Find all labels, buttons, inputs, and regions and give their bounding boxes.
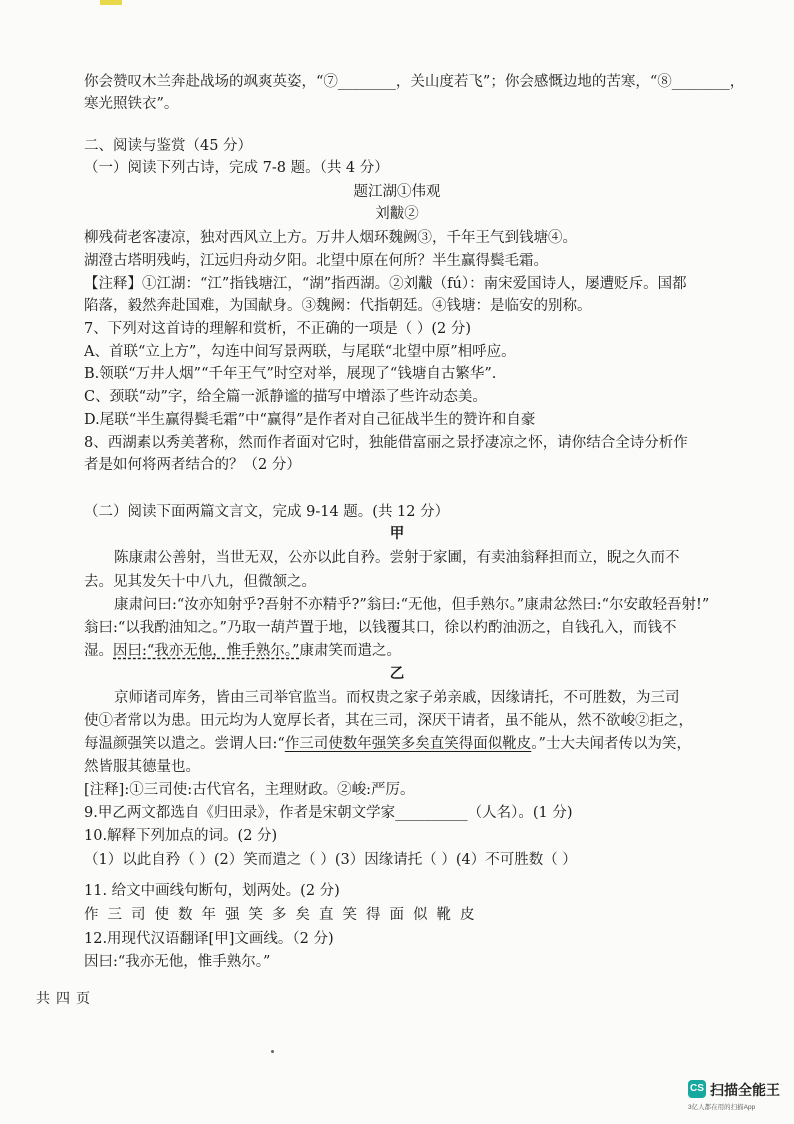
question-10: 10.解释下列加点的词。(2 分) (84, 828, 278, 844)
option-a: A、首联“立上方”，勾连中间写景两联，与尾联“北望中原”相呼应。 (84, 344, 516, 360)
subsection-heading: （一）阅读下列古诗，完成 7-8 题。（共 4 分） (84, 160, 389, 176)
passage-line: 去。见其发矢十中八九，但微颔之。 (84, 574, 316, 590)
underlined-sentence: 作三司使数年强笑多矣直笑得面似靴皮 (284, 736, 532, 752)
underlined-sentence: 因曰:“我亦无他，惟手熟尔。” (113, 643, 300, 659)
camscanner-logo-icon: CS (688, 1080, 706, 1098)
text-line: 你会赞叹木兰奔赴战场的飒爽英姿，“⑦________，关山度若飞”；你会感慨边地的苦寒，“⑧________， (84, 74, 745, 90)
passage-line: 京师诸司库务，皆由三司举官监当。而权贵之家子弟亲戚，因缘请托，不可胜数，为三司 (114, 690, 680, 706)
option-b: B.领联“万井人烟”“千年王气”时空对举，展现了“钱塘自古繁华”. (84, 366, 497, 382)
passage-line: 康肃问曰:“汝亦知射乎?吾射不亦精乎?”翁曰:“无他，但手熟尔。”康肃忿然曰:“尔安敢轻吾射!” (114, 597, 710, 613)
question-8-cont: 者是如何将两者结合的？（2 分） (84, 457, 301, 473)
question-8: 8、西湖素以秀美著称，然而作者面对它时，独能借富丽之景抒凄凉之怀，请你结合全诗分析作 (84, 435, 688, 451)
question-11: 11. 给文中画线句断句，划两处。(2 分) (84, 883, 340, 899)
question-11-text: 作三司使数年强笑多矣直笑得面似靴皮 (84, 907, 484, 923)
watermark-name: 扫描全能王 (710, 1082, 780, 1098)
question-12-text: 因曰:“我亦无他，惟手熟尔。” (84, 954, 271, 970)
poem-line: 湖澄古塔明残屿，江远归舟动夕阳。北望中原在何所？半生赢得鬓毛霜。 (84, 253, 548, 269)
passage-line: 陈康肃公善射，当世无双，公亦以此自矜。尝射于家圃，有卖油翁释担而立，睨之久而不 (114, 550, 680, 566)
annotation-line: 陷落，毅然奔赴国难，为国献身。③魏阙：代指朝廷。④钱塘：是临安的别称。 (84, 298, 592, 314)
passage-line: 使①者常以为患。田元均为人宽厚长者，其在三司，深厌干请者，虽不能从，然不欲峻②拒之， (84, 713, 693, 729)
passage-line: 然皆服其德量也。 (84, 759, 200, 775)
subsection-heading: （二）阅读下面两篇文言文，完成 9-14 题。(共 12 分） (84, 504, 450, 520)
annotation-line: 【注释】①江湖：“江”指钱塘江，“湖”指西湖。②刘黻（fú）：南宋爱国诗人，屡遭贬斥。国都 (84, 276, 687, 292)
yellow-tape-mark (100, 0, 122, 5)
poem-line: 柳残荷老客凄凉，独对西风立上方。万井人烟环魏阙③，千年王气到钱塘④。 (84, 230, 577, 246)
poem-title: 题江湖①伟观 (353, 184, 441, 200)
question-10-items: （1）以此自矜（ ）(2）笑而遣之（ ）(3）因缘请托（ ）(4）不可胜数（ ） (84, 852, 577, 868)
question-7: 7、下列对这首诗的理解和赏析，不正确的一项是（ ）(2 分) (84, 321, 471, 337)
passage-b-label: 乙 (389, 665, 405, 682)
annotation-line: [注释]:①三司使:古代官名，主理财政。②峻:严厉。 (84, 782, 415, 798)
scan-speck (271, 1050, 274, 1053)
section-heading: 二、阅读与鉴赏（45 分） (84, 138, 253, 154)
passage-line-underlined: 湿。因曰:“我亦无他，惟手熟尔。”康肃笑而遣之。 (84, 643, 401, 659)
page-count: 共四页 (36, 991, 96, 1007)
text-line: 寒光照铁衣”。 (84, 96, 179, 112)
question-9: 9.甲乙两文都选自《归田录》，作者是宋朝文学家__________（人名）。(1 分) (84, 805, 573, 821)
passage-line-underlined: 每温颜强笑以遣之。尝谓人曰:“作三司使数年强笑多矣直笑得面似靴皮。”士大夫闻者传以为笑， (84, 736, 691, 752)
option-c: C、颈联“动”字，给全篇一派静谧的描写中增添了些许动态美。 (84, 389, 487, 405)
option-d: D.尾联“半生赢得鬓毛霜”中“赢得”是作者对自己征战半生的赞许和自豪 (84, 412, 536, 428)
question-12: 12.用现代汉语翻译[甲]文画线。（2 分) (84, 931, 334, 947)
poem-author: 刘黻② (375, 206, 419, 222)
passage-line: 翁曰:“以我酌油知之。”乃取一葫芦置于地，以钱覆其口，徐以杓酌油沥之，自钱孔入，而钱不 (84, 620, 677, 636)
watermark-tagline: 3亿人都在用的扫描App (688, 1104, 756, 1111)
passage-a-label: 甲 (389, 525, 405, 542)
